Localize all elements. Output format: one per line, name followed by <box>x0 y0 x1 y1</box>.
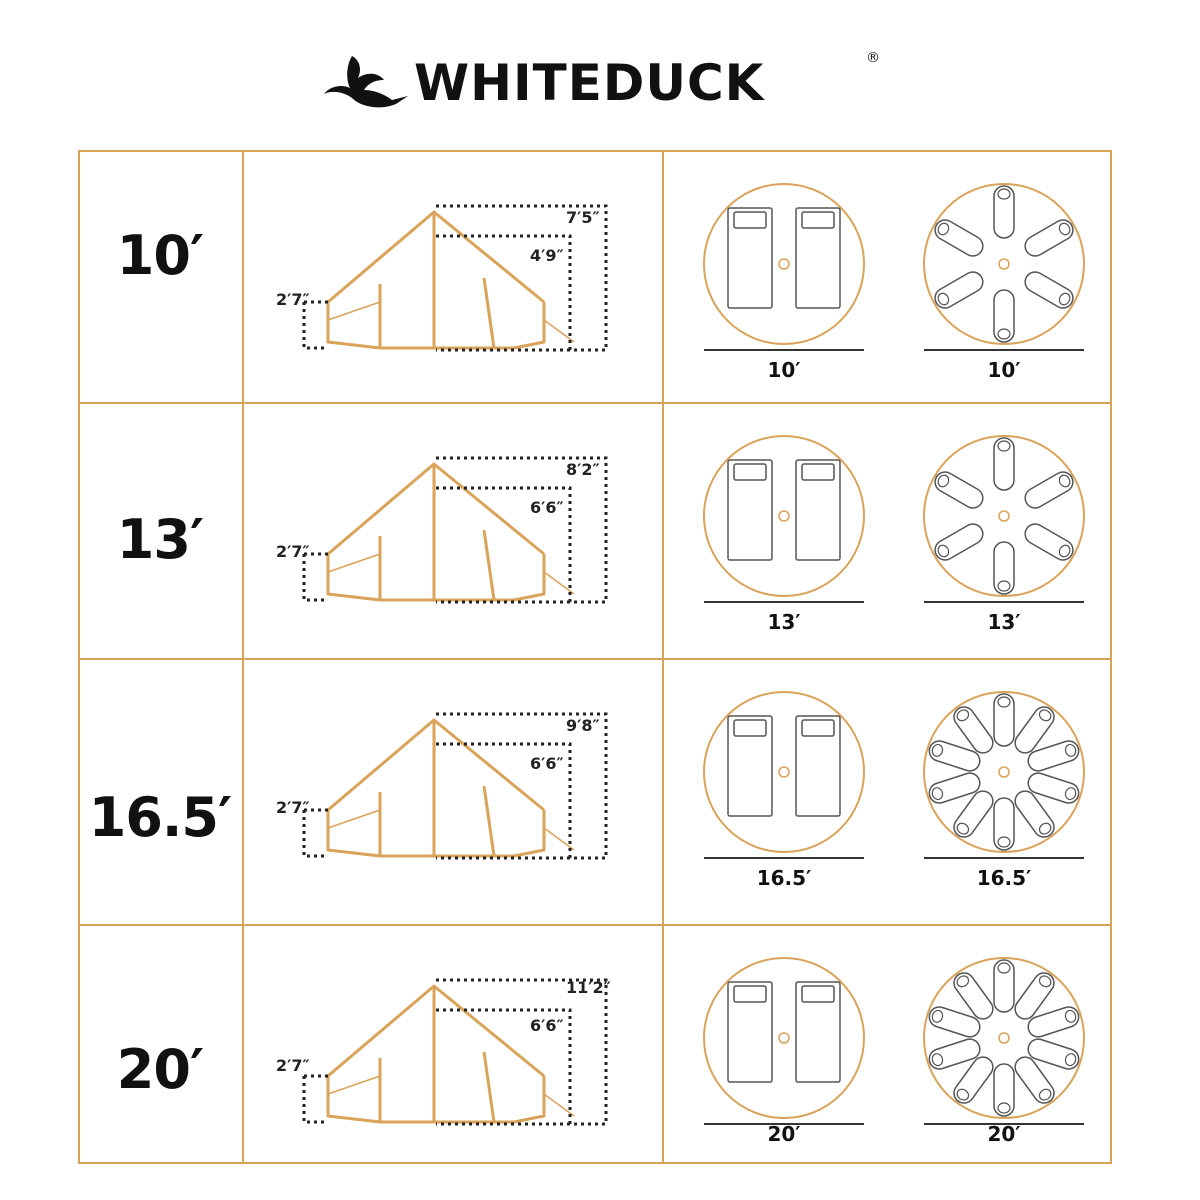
tent-side-view <box>244 404 664 658</box>
tent-side-icon <box>244 404 664 660</box>
height-center-label: 4′9″ <box>530 246 564 265</box>
wall-height-label: 2′7″ <box>276 290 310 309</box>
size-row-20 <box>80 926 1110 1162</box>
plan-a-label: 13′ <box>767 610 801 634</box>
tent-side-view <box>244 152 664 402</box>
size-row-10 <box>80 152 1110 404</box>
tent-outline <box>304 714 606 858</box>
tent-side-view <box>244 926 664 1162</box>
height-total-label: 11′2″ <box>566 978 611 997</box>
floor-plans <box>664 404 1110 658</box>
plan-a-label: 20′ <box>767 1122 801 1146</box>
plan-b-label: 16.5′ <box>976 866 1032 890</box>
plan-b-label: 20′ <box>987 1122 1021 1146</box>
floor-plans <box>664 660 1110 924</box>
height-total-label: 8′2″ <box>566 460 600 479</box>
height-total-label: 7′5″ <box>566 208 600 227</box>
size-comparison-grid <box>78 150 1112 1164</box>
floor-plans <box>664 152 1110 402</box>
tent-outline <box>304 206 606 350</box>
size-label: 16.5′ <box>88 786 232 849</box>
tent-side-view <box>244 660 664 924</box>
plan-b-label: 10′ <box>987 358 1021 382</box>
size-row-16-5 <box>80 660 1110 926</box>
size-label: 10′ <box>116 224 204 287</box>
plan-b-label: 13′ <box>987 610 1021 634</box>
height-center-label: 6′6″ <box>530 1016 564 1035</box>
duck-logo-icon <box>322 50 412 112</box>
height-center-label: 6′6″ <box>530 754 564 773</box>
height-center-label: 6′6″ <box>530 498 564 517</box>
size-row-13 <box>80 404 1110 660</box>
brand-name: WHITEDUCK <box>414 54 765 112</box>
wall-height-label: 2′7″ <box>276 1056 310 1075</box>
tent-outline <box>304 980 606 1124</box>
registered-mark: ® <box>866 50 880 66</box>
wall-height-label: 2′7″ <box>276 542 310 561</box>
brand-header <box>0 40 1200 120</box>
plan-a-label: 10′ <box>767 358 801 382</box>
tent-side-icon <box>244 152 664 404</box>
tent-outline <box>304 458 606 602</box>
size-label: 13′ <box>116 508 204 571</box>
height-total-label: 9′8″ <box>566 716 600 735</box>
plan-a-label: 16.5′ <box>756 866 812 890</box>
tent-side-icon <box>244 660 664 926</box>
floor-plans <box>664 926 1110 1162</box>
size-label: 20′ <box>116 1038 204 1101</box>
wall-height-label: 2′7″ <box>276 798 310 817</box>
tent-side-icon <box>244 926 664 1162</box>
